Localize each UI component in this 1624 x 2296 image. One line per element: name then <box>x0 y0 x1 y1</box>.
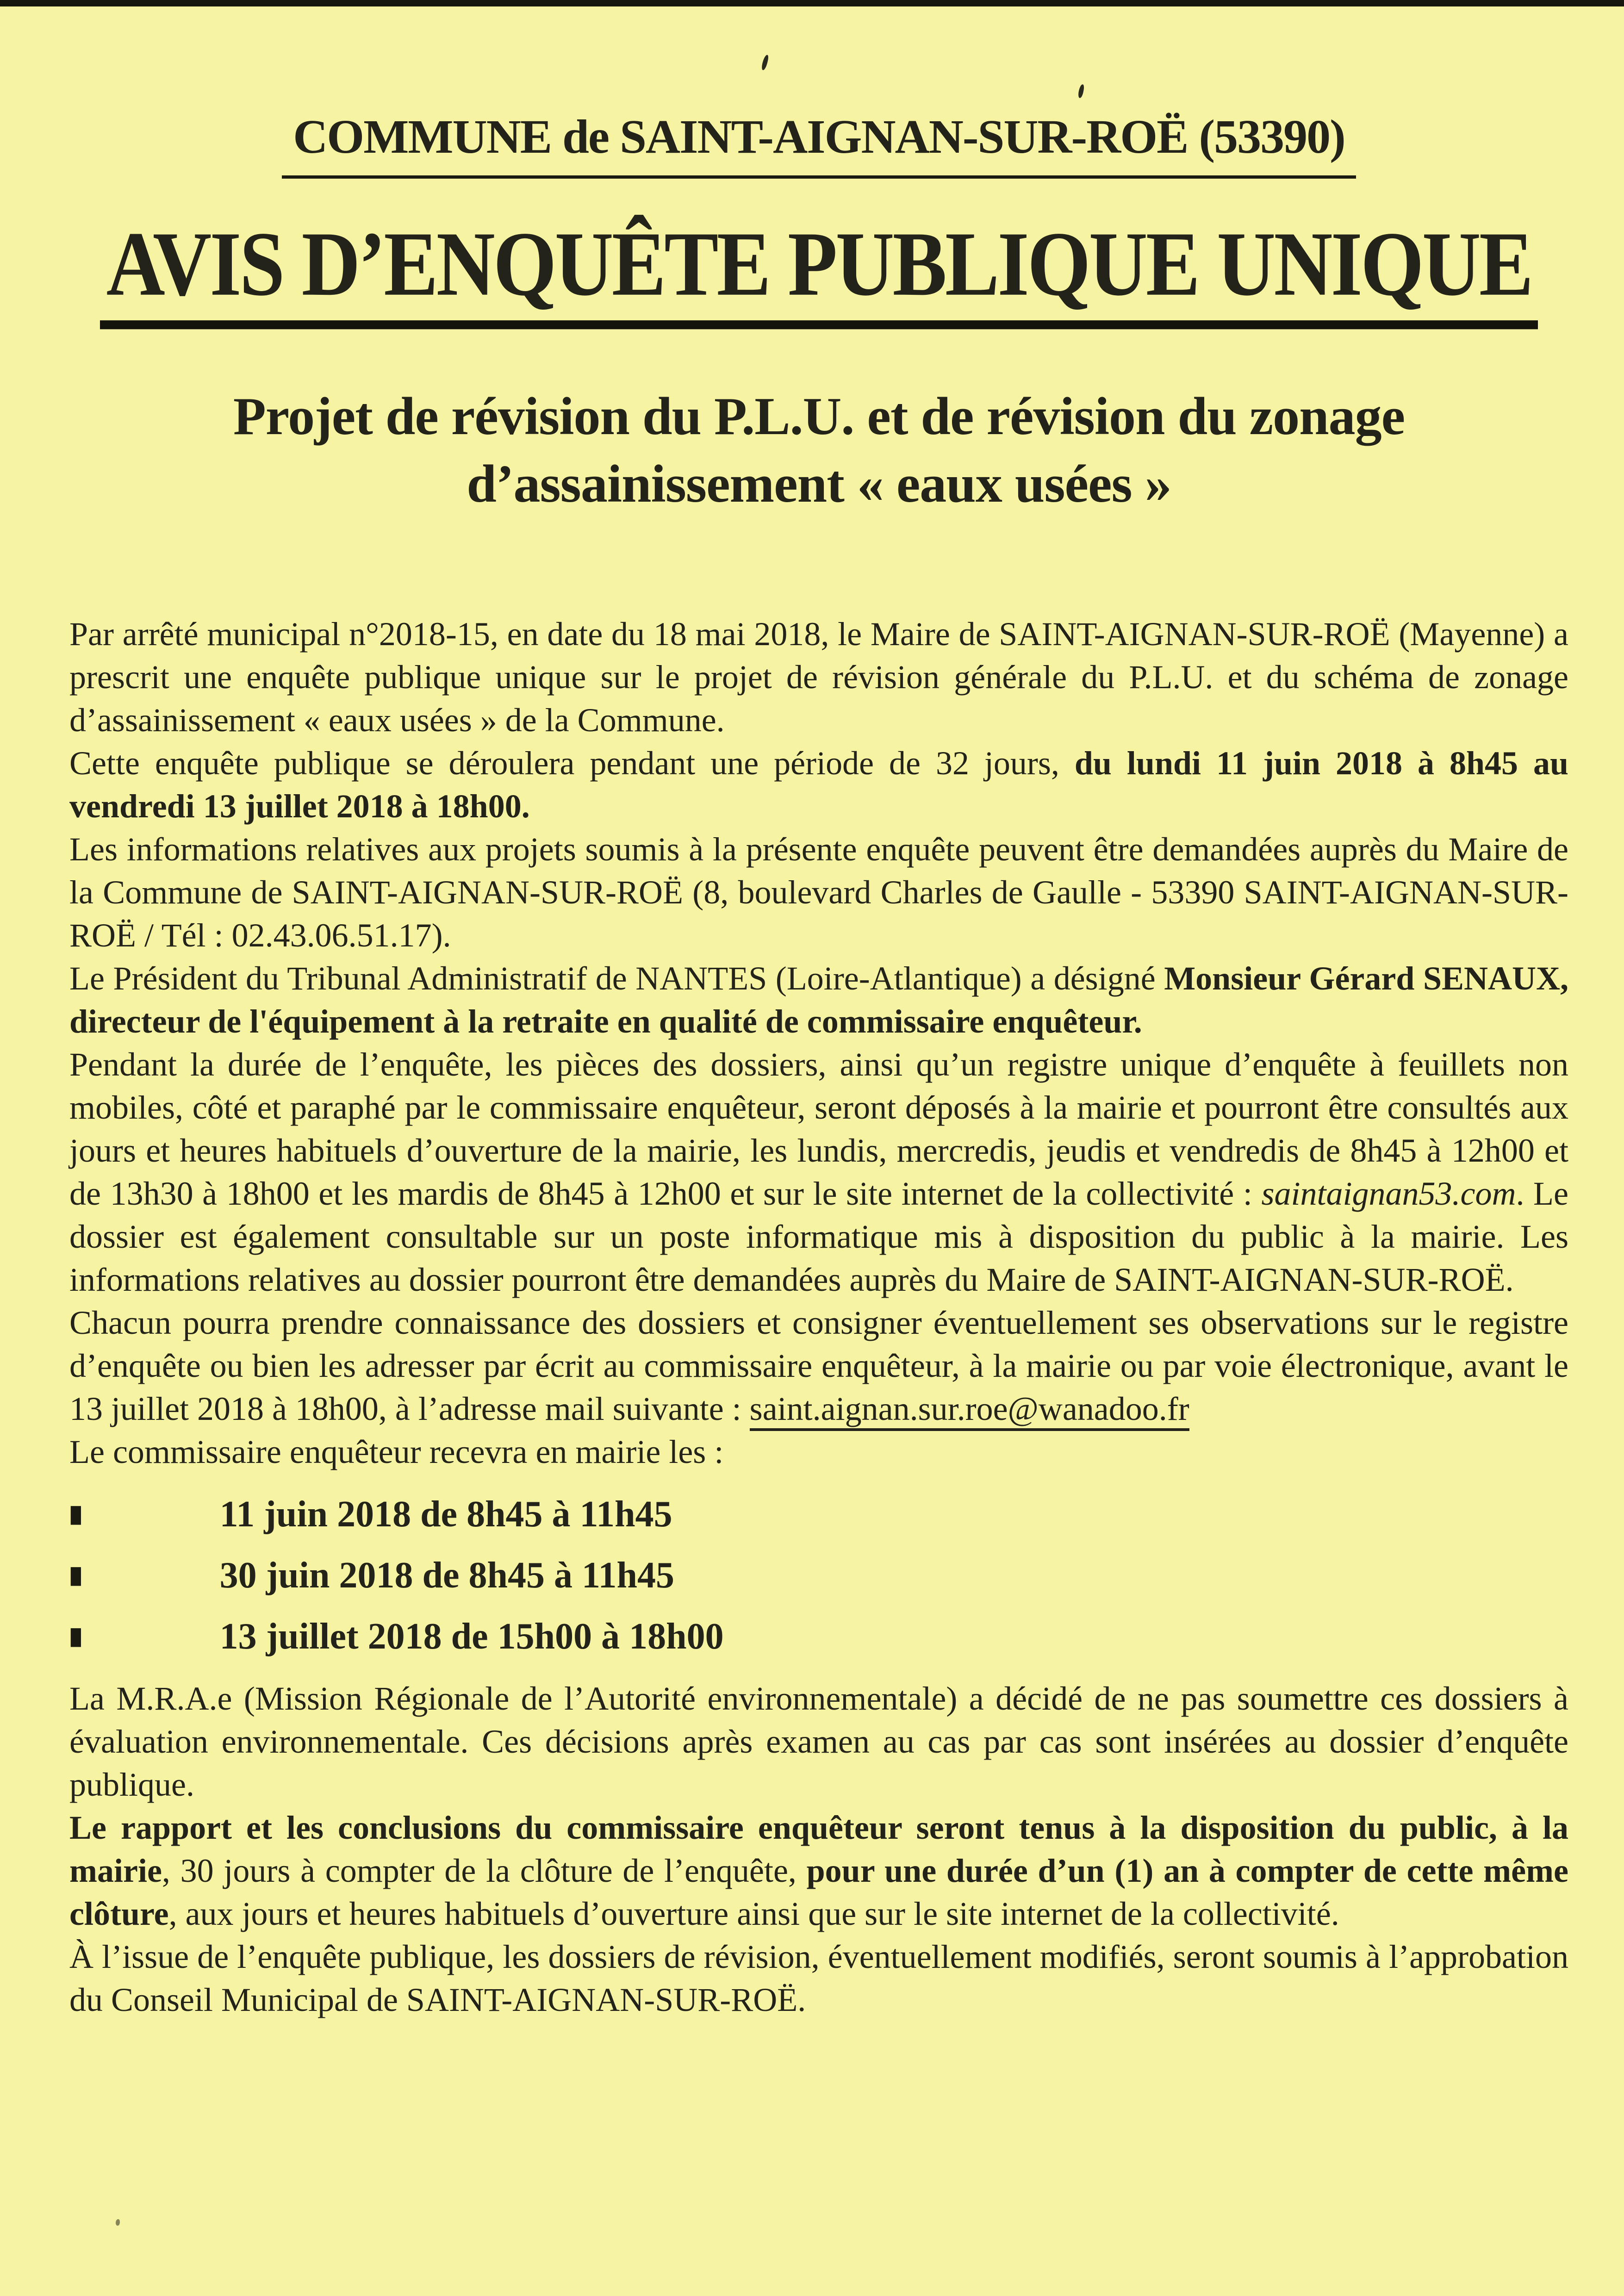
text-run: Pendant la durée de l’enquête, les pièces des dossiers, ainsi qu’un registre unique d’enquête à feuillets non mobiles, côté et paraphé par le commissaire enquêteur, seront déposés à la mairie et pourront être consultés aux jours et heures habituels d’ouverture de la mairie, les lundis, mercredis, jeudis et vendredis de 8h45 à 12h00 et de 13h30 à 18h00 et les mardis de 8h45 à 12h00 et sur le site internet de la collectivité : <box>69 1046 1577 1213</box>
notice-title <box>69 213 1568 327</box>
text-run: du lundi 11 juin 2018 à 8h45 au vendredi 13 juillet 2018 à 18h00. <box>69 745 1577 825</box>
bullet-square-icon: ■ <box>69 1492 82 1536</box>
paragraph-approbation <box>69 1935 1577 2022</box>
paragraph-commissaire-designation <box>69 957 1577 1043</box>
permanence-schedule-list <box>69 1494 1568 1657</box>
text-run: À l’issue de l’enquête publique, les dossiers de révision, éventuellement modifiés, seront soumis à l’approbation du Conseil Municipal de SAINT-AIGNAN-SUR-ROË. <box>69 1938 1577 2019</box>
text-run: pour une durée d’un (1) an à compter de cette même clôture <box>69 1852 1577 1933</box>
commune-heading-text: COMMUNE de SAINT-AIGNAN-SUR-ROË (53390) <box>282 109 1356 179</box>
paragraph-rapport-conclusions <box>69 1806 1577 1935</box>
text-run: , aux jours et heures habituels d’ouverture ainsi que sur le site internet de la collectivité. <box>168 1895 1339 1933</box>
text-run: Le commissaire enquêteur recevra en mairie les : <box>69 1433 724 1471</box>
notice-subtitle-line1: Projet de révision du P.L.U. et de révision du zonage <box>233 387 1405 446</box>
paragraph-informations <box>69 828 1577 957</box>
paragraph-observations <box>69 1301 1577 1431</box>
paragraph-duree-enquete <box>69 742 1577 828</box>
schedule-item <box>69 1616 1568 1657</box>
notice-subtitle-line2: d’assainissement « eaux usées » <box>467 454 1171 514</box>
text-run: Les informations relatives aux projets soumis à la présente enquête peuvent être demandées auprès du Maire de la Commune de SAINT-AIGNAN-SUR-ROË (8, boulevard Charles de Gaulle - 53390 SAINT-AIGNAN-SUR-ROË / Tél : 02.43.06.51.17). <box>69 831 1577 954</box>
paragraph-arrete <box>69 613 1577 742</box>
scan-speck <box>116 2219 120 2226</box>
text-run: . Le dossier est également consultable sur un poste informatique mis à disposition du public à la mairie. Les informations relatives au dossier pourront être demandées auprès du Maire de SAINT-AIGNAN-SUR-ROË. <box>69 1175 1577 1299</box>
schedule-item <box>69 1555 1568 1596</box>
bullet-square-icon: ■ <box>69 1553 82 1597</box>
schedule-item-label: 11 juin 2018 de 8h45 à 11h45 <box>219 1494 672 1535</box>
text-run: Le Président du Tribunal Administratif de NANTES (Loire-Atlantique) a désigné <box>69 960 1164 997</box>
text-run: saint.aignan.sur.roe@wanadoo.fr <box>750 1390 1189 1431</box>
text-run: Par arrêté municipal n°2018-15, en date du 18 mai 2018, le Maire de SAINT-AIGNAN-SUR-ROË (Mayenne) a prescrit une enquête publique unique sur le projet de révision générale du P.L.U. et du schéma de zonage d’assainissement « eaux usées » de la Commune. <box>69 616 1577 739</box>
notice-body <box>69 613 1577 2022</box>
paragraph-permanences-intro <box>69 1431 1568 1474</box>
text-run: Le rapport et les conclusions du commissaire enquêteur seront tenus à la disposition du public, à la mairie <box>69 1809 1577 1890</box>
text-run: , 30 jours à compter de la clôture de l’enquête, <box>162 1852 807 1890</box>
text-run: La M.R.A.e (Mission Régionale de l’Autorité environnementale) a décidé de ne pas soumettre ces dossiers à évaluation environnementale. Ces décisions après examen au cas par cas sont insérées au dossier d’enquête publique. <box>69 1680 1577 1804</box>
notice-title-text: AVIS D’ENQUÊTE PUBLIQUE UNIQUE <box>100 212 1538 329</box>
notice-subtitle <box>69 383 1568 518</box>
schedule-item-label: 13 juillet 2018 de 15h00 à 18h00 <box>219 1616 724 1657</box>
commune-heading <box>69 109 1568 179</box>
bullet-square-icon: ■ <box>69 1614 82 1658</box>
scan-speck <box>1077 84 1084 98</box>
text-run: Chacun pourra prendre connaissance des dossiers et consigner éventuellement ses observations sur le registre d’enquête ou bien les adresser par écrit au commissaire enquêteur, à la mairie ou par voie électronique, avant le 13 juillet 2018 à 18h00, à l’adresse mail suivante : <box>69 1304 1577 1428</box>
scan-speck <box>761 54 769 70</box>
document-content <box>0 109 1624 2022</box>
text-run: Cette enquête publique se déroulera pendant une période de 32 jours, <box>69 745 1075 782</box>
paragraph-consultation-dossiers <box>69 1043 1577 1301</box>
schedule-item <box>69 1494 1568 1535</box>
schedule-item-label: 30 juin 2018 de 8h45 à 11h45 <box>219 1555 675 1596</box>
text-run: saintaignan53.com <box>1261 1175 1516 1213</box>
paragraph-mrae <box>69 1677 1577 1806</box>
scan-edge-artifact <box>0 0 1624 6</box>
text-run: Monsieur Gérard SENAUX, directeur de l'équipement à la retraite en qualité de commissaire enquêteur. <box>69 960 1577 1040</box>
